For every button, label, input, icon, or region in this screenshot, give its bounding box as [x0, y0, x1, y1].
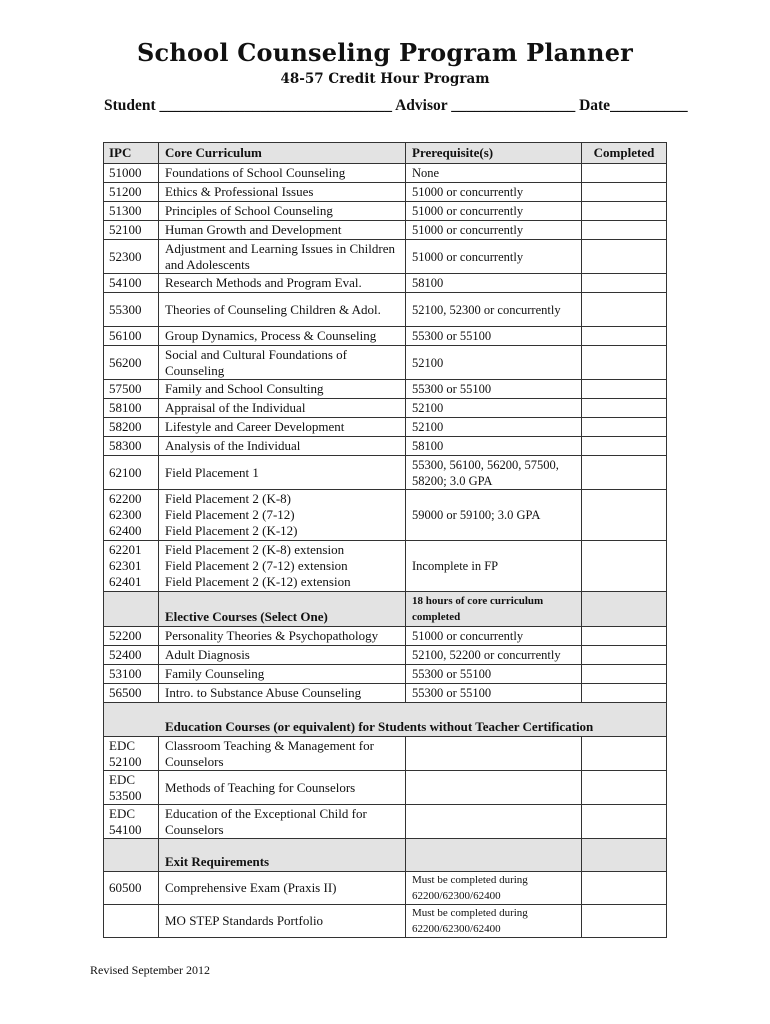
empty-cell: [104, 839, 159, 872]
course-code: 53100: [104, 665, 159, 684]
course-code: [104, 905, 159, 938]
course-name: Family Counseling: [159, 665, 406, 684]
prerequisite: [406, 771, 582, 805]
course-code: 51200: [104, 183, 159, 202]
elective-section-title: Elective Courses (Select One): [159, 592, 406, 627]
course-code: 52200: [104, 627, 159, 646]
course-code: 54100: [104, 274, 159, 293]
completed-cell[interactable]: [582, 346, 667, 380]
completed-cell[interactable]: [582, 805, 667, 839]
course-code: 52300: [104, 240, 159, 274]
prerequisite: Must be completed during 62200/62300/62400: [406, 872, 582, 905]
completed-cell[interactable]: [582, 490, 667, 541]
table-row: [104, 684, 667, 703]
completed-cell[interactable]: [582, 646, 667, 665]
completed-cell[interactable]: [582, 221, 667, 240]
empty-cell: [406, 839, 582, 872]
course-name: Field Placement 2 (K-8): [165, 491, 291, 506]
completed-cell[interactable]: [582, 327, 667, 346]
course-name: Field Placement 2 (7-12) extension: [165, 558, 348, 573]
course-code: 62401: [109, 574, 142, 589]
course-code: 51300: [104, 202, 159, 221]
student-advisor-date-line: Student ______________________________ Advisor ________________ Date__________: [104, 97, 688, 114]
completed-cell[interactable]: [582, 274, 667, 293]
course-code: 56200: [104, 346, 159, 380]
course-name: Field Placement 2 (K-8) extension: [165, 542, 345, 557]
table-row: [104, 456, 667, 490]
course-code: EDC 54100: [104, 805, 159, 839]
course-code: 62400: [109, 523, 142, 538]
prerequisite: 51000 or concurrently: [406, 627, 582, 646]
core-curriculum-section: [104, 164, 667, 490]
prerequisite: None: [406, 164, 582, 183]
course-name: Personality Theories & Psychopathology: [159, 627, 406, 646]
course-name: Education of the Exceptional Child for Counselors: [159, 805, 406, 839]
column-header-core-curriculum: Core Curriculum: [159, 143, 406, 164]
education-section-title: Education Courses (or equivalent) for Students without Teacher Certification: [104, 703, 667, 737]
course-name: Comprehensive Exam (Praxis II): [159, 872, 406, 905]
table-row: [104, 437, 667, 456]
table-row: [104, 541, 667, 592]
column-header-completed: Completed: [582, 143, 667, 164]
course-name: Human Growth and Development: [159, 221, 406, 240]
exit-section-title: Exit Requirements: [159, 839, 406, 872]
course-name: Social and Cultural Foundations of Counseling: [159, 346, 406, 380]
course-name: Appraisal of the Individual: [159, 399, 406, 418]
course-name: Classroom Teaching & Management for Counselors: [159, 737, 406, 771]
completed-cell[interactable]: [582, 665, 667, 684]
prerequisite: 55300, 56100, 56200, 57500, 58200; 3.0 GPA: [406, 456, 582, 490]
course-name: Field Placement 2 (7-12): [165, 507, 295, 522]
prerequisite: 59000 or 59100; 3.0 GPA: [406, 490, 582, 541]
course-code: EDC 53500: [104, 771, 159, 805]
completed-cell[interactable]: [582, 771, 667, 805]
prerequisite: 51000 or concurrently: [406, 240, 582, 274]
table-row: [104, 627, 667, 646]
education-courses: [104, 737, 667, 839]
course-name: Methods of Teaching for Counselors: [159, 771, 406, 805]
table-row: [104, 380, 667, 399]
course-name: Adjustment and Learning Issues in Children and Adolescents: [159, 240, 406, 274]
completed-cell[interactable]: [582, 627, 667, 646]
table-body: [104, 143, 667, 164]
completed-cell[interactable]: [582, 240, 667, 274]
table-row: [104, 202, 667, 221]
prerequisite: 51000 or concurrently: [406, 221, 582, 240]
course-code: 51000: [104, 164, 159, 183]
course-code: EDC 52100: [104, 737, 159, 771]
completed-cell[interactable]: [582, 380, 667, 399]
completed-cell: [582, 592, 667, 627]
course-code: 62201: [109, 542, 142, 557]
table-row: [104, 872, 667, 905]
course-code: 58100: [104, 399, 159, 418]
table-row: [104, 646, 667, 665]
revision-date: Revised September 2012: [90, 963, 210, 977]
table-row: [104, 293, 667, 327]
course-name: Group Dynamics, Process & Counseling: [159, 327, 406, 346]
course-name-group: [159, 490, 406, 541]
table-row: [104, 418, 667, 437]
course-code-group: [104, 541, 159, 592]
completed-cell[interactable]: [582, 905, 667, 938]
prerequisite: 52100: [406, 346, 582, 380]
field-placement-section: [104, 490, 667, 627]
course-code: 62301: [109, 558, 142, 573]
table-row: [104, 737, 667, 771]
elective-header-row: [104, 592, 667, 627]
table-row: [104, 240, 667, 274]
course-planner-table: [103, 142, 667, 938]
course-name: Adult Diagnosis: [159, 646, 406, 665]
completed-cell[interactable]: [582, 399, 667, 418]
prerequisite: [406, 805, 582, 839]
course-name: MO STEP Standards Portfolio: [159, 905, 406, 938]
course-name: Family and School Consulting: [159, 380, 406, 399]
prerequisite: [406, 737, 582, 771]
table-row: [104, 805, 667, 839]
completed-cell[interactable]: [582, 183, 667, 202]
course-name: Research Methods and Program Eval.: [159, 274, 406, 293]
prerequisite: 52100, 52200 or concurrently: [406, 646, 582, 665]
education-header-row: [104, 703, 667, 737]
course-code: 56100: [104, 327, 159, 346]
column-header-prerequisites: Prerequisite(s): [406, 143, 582, 164]
table-row: [104, 183, 667, 202]
table-row: [104, 327, 667, 346]
prerequisite: 55300 or 55100: [406, 665, 582, 684]
course-code: 57500: [104, 380, 159, 399]
course-name: Principles of School Counseling: [159, 202, 406, 221]
table-row: [104, 274, 667, 293]
prerequisite: 58100: [406, 437, 582, 456]
course-name: Intro. to Substance Abuse Counseling: [159, 684, 406, 703]
course-name: Field Placement 1: [159, 456, 406, 490]
course-name: Foundations of School Counseling: [159, 164, 406, 183]
course-name: Analysis of the Individual: [159, 437, 406, 456]
course-code: 52400: [104, 646, 159, 665]
table-row: [104, 399, 667, 418]
prerequisite: 52100: [406, 399, 582, 418]
completed-cell[interactable]: [582, 541, 667, 592]
prerequisite: 55300 or 55100: [406, 684, 582, 703]
prerequisite: 58100: [406, 274, 582, 293]
prerequisite: 55300 or 55100: [406, 327, 582, 346]
exit-section: [104, 839, 667, 872]
completed-cell[interactable]: [582, 872, 667, 905]
course-code: 62300: [109, 507, 142, 522]
prerequisite: 52100: [406, 418, 582, 437]
elective-prerequisite: 18 hours of core curriculum completed: [406, 592, 582, 627]
course-name: Theories of Counseling Children & Adol.: [159, 293, 406, 327]
table-row: [104, 346, 667, 380]
course-code: 60500: [104, 872, 159, 905]
prerequisite: 51000 or concurrently: [406, 183, 582, 202]
completed-cell[interactable]: [582, 202, 667, 221]
page-subtitle: 48-57 Credit Hour Program: [280, 71, 490, 87]
elective-section: [104, 627, 667, 703]
table-row: [104, 164, 667, 183]
table-row: [104, 905, 667, 938]
completed-cell[interactable]: [582, 293, 667, 327]
table-row: [104, 490, 667, 541]
exit-header-row: [104, 839, 667, 872]
completed-cell: [582, 839, 667, 872]
course-code: 62200: [109, 491, 142, 506]
course-code: 62100: [104, 456, 159, 490]
course-code: 58200: [104, 418, 159, 437]
prerequisite: 52100, 52300 or concurrently: [406, 293, 582, 327]
completed-cell[interactable]: [582, 737, 667, 771]
course-code: 52100: [104, 221, 159, 240]
column-header-ipc: IPC: [104, 143, 159, 164]
course-code: 55300: [104, 293, 159, 327]
table-row: [104, 665, 667, 684]
course-code: 58300: [104, 437, 159, 456]
table-header-row: [104, 143, 667, 164]
prerequisite: Incomplete in FP: [406, 541, 582, 592]
prerequisite: 51000 or concurrently: [406, 202, 582, 221]
page-title: School Counseling Program Planner: [136, 38, 634, 67]
course-code: 56500: [104, 684, 159, 703]
course-name: Ethics & Professional Issues: [159, 183, 406, 202]
empty-cell: [104, 592, 159, 627]
completed-cell[interactable]: [582, 684, 667, 703]
course-name: Lifestyle and Career Development: [159, 418, 406, 437]
education-section: [104, 703, 667, 737]
course-code-group: [104, 490, 159, 541]
completed-cell[interactable]: [582, 164, 667, 183]
prerequisite: 55300 or 55100: [406, 380, 582, 399]
course-name: Field Placement 2 (K-12): [165, 523, 298, 538]
prerequisite: Must be completed during 62200/62300/62400: [406, 905, 582, 938]
course-name: Field Placement 2 (K-12) extension: [165, 574, 351, 589]
exit-requirements: [104, 872, 667, 938]
completed-cell[interactable]: [582, 437, 667, 456]
course-name-group: [159, 541, 406, 592]
table-row: [104, 771, 667, 805]
completed-cell[interactable]: [582, 456, 667, 490]
table-row: [104, 221, 667, 240]
completed-cell[interactable]: [582, 418, 667, 437]
